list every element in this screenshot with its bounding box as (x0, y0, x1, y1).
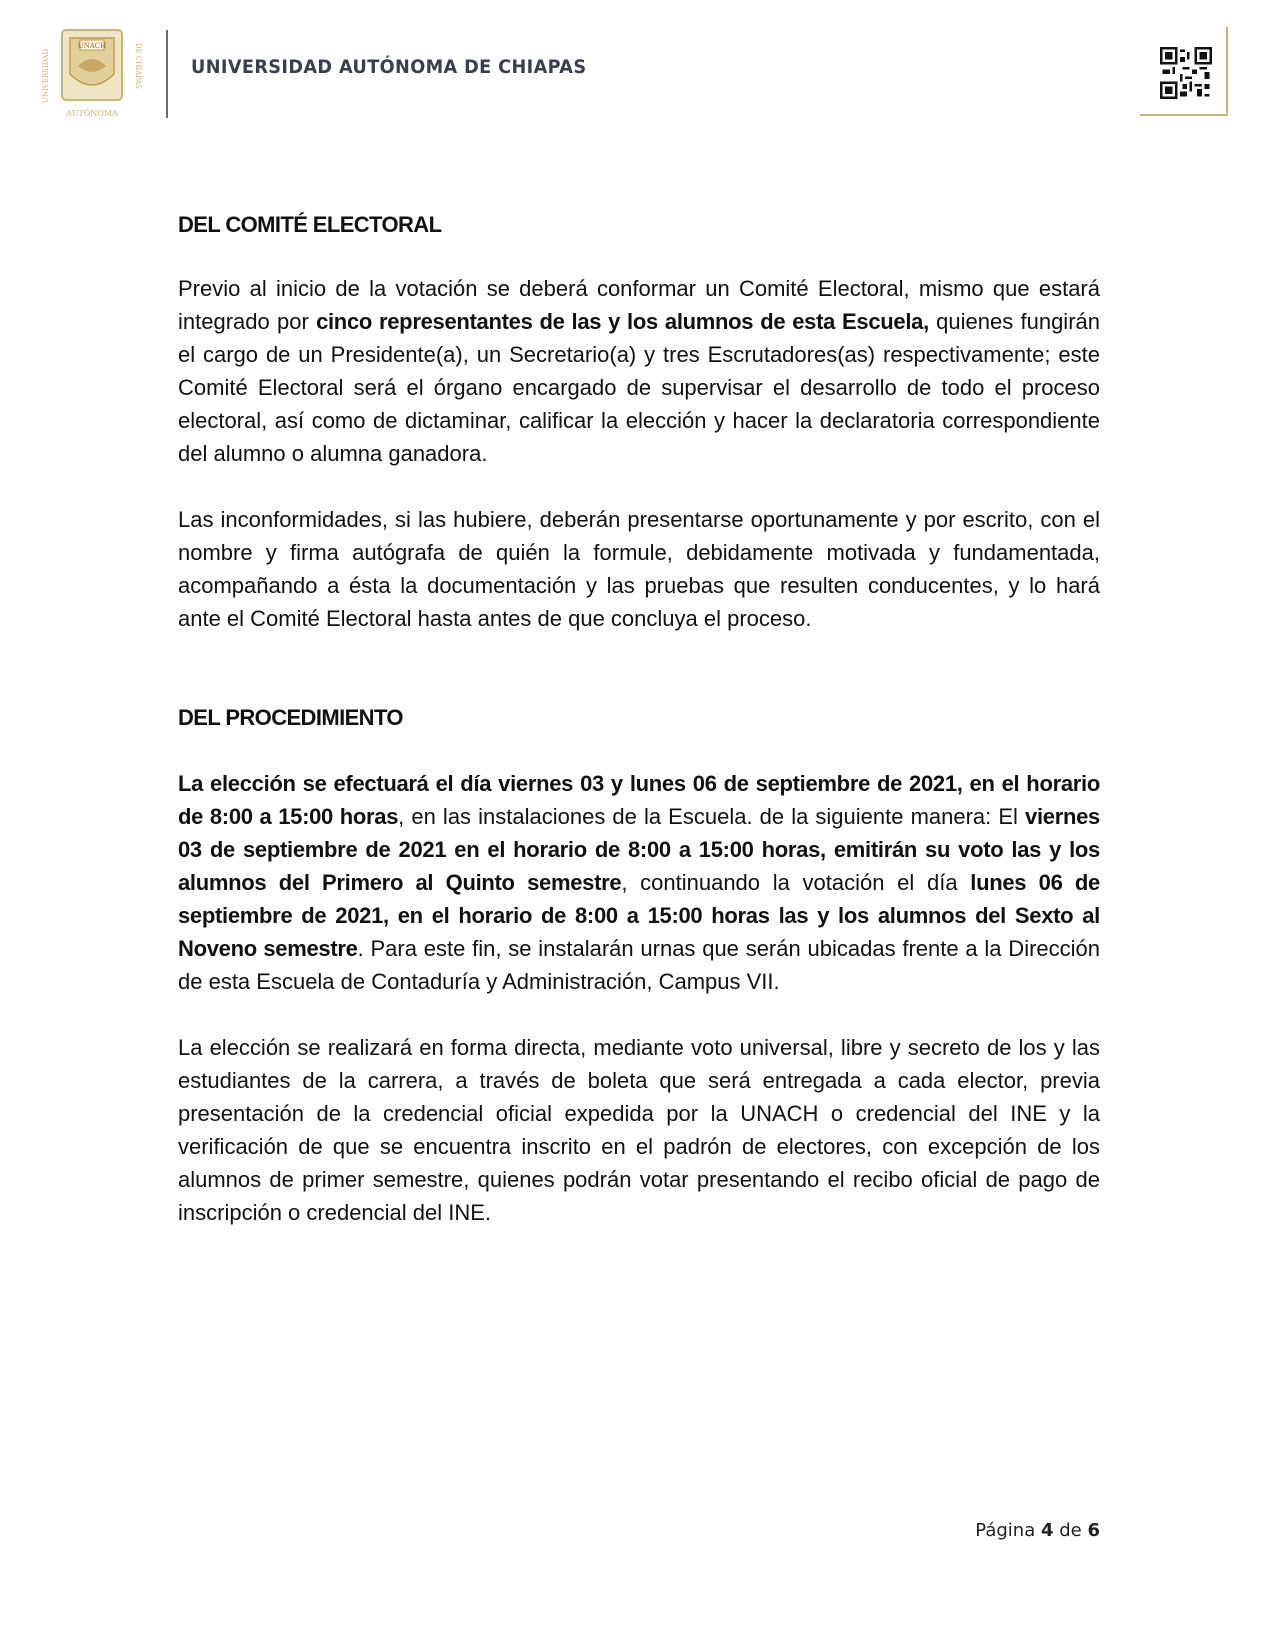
page-number: Página 4 de 6 (975, 1520, 1100, 1541)
paragraph-election-schedule: La elección se efectuará el día viernes 03 y lunes 06 de septiembre de 2021, en el horario de 8:00 a 15:00 horas, en las instalaciones de la Escuela. de la siguiente manera: El viernes 03 de septiembre de 2021 en el horario de 8:00 a 15:00 horas, emitirán su voto las y los alumnos del Primero al Quinto semestre, continuando la votación el día lunes 06 de septiembre de 2021, en el horario de 8:00 a 15:00 horas las y los alumnos del Sexto al Noveno semestre. Para este fin, se instalarán urnas que serán ubicadas frente a la Dirección de esta Escuela de Contaduría y Administración, Campus VII. (178, 771, 1101, 994)
paragraph-comite-integration: Previo al inicio de la votación se deberá conformar un Comité Electoral, mismo que estará integrado por cinco representantes de las y los alumnos de esta Escuela, quienes fungirán el cargo de un Presidente(a), un Secretario(a) y tres Escrutadores(as) respectivamente; este Comité Electoral será el órgano encargado de supervisar el desarrollo de todo el proceso electoral, así como de dictaminar, calificar la elección y hacer la declaratoria correspondiente del alumno o alumna ganadora. (178, 276, 1100, 466)
section-title-comite: DEL COMITÉ ELECTORAL (178, 212, 442, 237)
qr-code-icon[interactable] (1160, 47, 1212, 99)
university-name: UNIVERSIDAD AUTÓNOMA DE CHIAPAS (191, 56, 587, 78)
svg-text:UNIVERSIDAD: UNIVERSIDAD (42, 48, 50, 104)
document-header (0, 0, 1275, 130)
document-body (178, 208, 1100, 1229)
paragraph-voting-method: La elección se realizará en forma directa, mediante voto universal, libre y secreto de los y las estudiantes de la carrera, a través de boleta que será entregada a cada elector, previa presentación de la credencial oficial expedida por la UNACH o credencial del INE y la verificación de que se encuentra inscrito en el padrón de electores, con excepción de los alumnos de primer semestre, quienes podrán votar presentando el recibo oficial de pago de inscripción o credencial del INE. (178, 1035, 1100, 1225)
svg-text:AUTÓNOMA: AUTÓNOMA (66, 109, 118, 118)
header-divider (166, 30, 168, 118)
section-title-procedimiento: DEL PROCEDIMIENTO (178, 705, 403, 730)
paragraph-inconformidades: Las inconformidades, si las hubiere, deberán presentarse oportunamente y por escrito, con el nombre y firma autógrafa de quién la formule, debidamente motivada y fundamentada, acompañando a ésta la documentación y las pruebas que resulten conducentes, y lo hará ante el Comité Electoral hasta antes de que concluya el proceso. (178, 507, 1100, 631)
svg-text:UNACH: UNACH (77, 42, 107, 50)
svg-text:DE CHIAPAS: DE CHIAPAS (134, 42, 142, 90)
unach-seal-icon (40, 26, 144, 120)
